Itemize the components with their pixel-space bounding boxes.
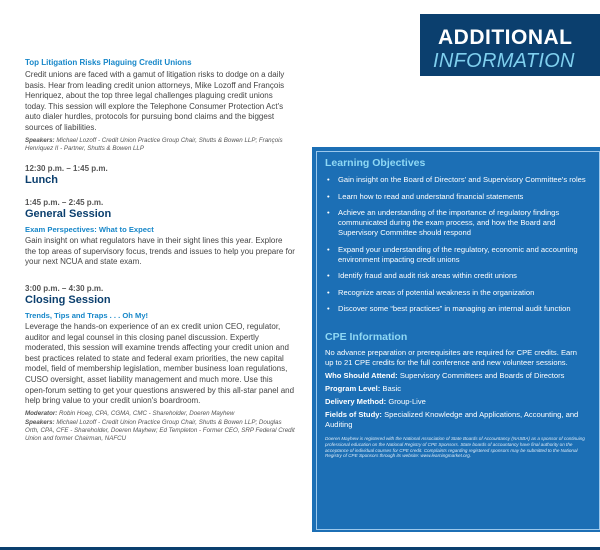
bullet-icon: • — [327, 244, 330, 254]
lunch-section — [25, 164, 295, 191]
cpe-title: CPE Information — [325, 331, 408, 343]
general-title: General Session — [25, 208, 112, 220]
litigation-body: Credit unions are faced with a gamut of litigation risks to dodge on a daily basis. Hear from leading credit union attorneys, Mike Lozoff and François Henriquez, about the top three legal challenges plaguing credit unions today. This session will explore the Telephone Consumer Protection Act's auto dialer hurdles, protocols for pursuing bond claims and the biggest sources of liabilities. — [25, 70, 285, 132]
speakers-label: Speakers: — [25, 136, 55, 144]
objective-item: • Achieve an understanding of the importance of regulatory findings communicated during the exam process, and how the Board and Supervisory Committee should respond — [327, 208, 560, 237]
objective-item: • Gain insight on the Board of Directors' and Supervisory Committee's roles — [327, 175, 586, 184]
objectives-title: Learning Objectives — [325, 157, 426, 169]
objective-item: • Discover some “best practices” in managing an internal audit function — [327, 304, 571, 313]
closing-section — [25, 284, 295, 443]
closing-title: Closing Session — [25, 294, 111, 306]
closing-subtitle: Trends, Tips and Traps . . . Oh My! — [25, 311, 149, 320]
cpe-fine-print: Doeren Mayhew is registered with the National Association of State Boards of Accountancy (NASBA) as a sponsor of continuing professional education on the National Registry of CPE Sponsors. State boards of accountancy have final authority on the acceptance of individual courses for CPE credit. Complaints regarding registered sponsors may be submitted to the National Registry of CPE Sponsors through its website: www.learningmarket.org. — [325, 436, 585, 459]
closing-moderator — [25, 410, 295, 418]
litigation-section — [25, 58, 295, 153]
general-subtitle: Exam Perspectives: What to Expect — [25, 225, 154, 234]
closing-speakers — [25, 419, 295, 443]
objectives-list — [325, 175, 587, 314]
header-title-line2: INFORMATION — [433, 50, 575, 72]
objective-item: • Expand your understanding of the regulatory, economic and accounting environment impacting credit unions — [327, 244, 578, 264]
general-body: Gain insight on what regulators have in their sight lines this year. Explore the top areas of supervisory focus, trends and issues to help you prepare for your next NCUA and state exam. — [25, 236, 295, 267]
moderator-text: Robin Hoeg, CPA, CGMA, CMC - Shareholder, Doeren Mayhew — [59, 409, 235, 417]
objective-item: • Learn how to read and understand financial statements — [327, 191, 524, 201]
litigation-speakers — [25, 137, 295, 153]
lunch-time: 12:30 p.m. – 1:45 p.m. — [25, 164, 108, 173]
cpe-intro: No advance preparation or prerequisites are required for CPE credits. Earn up to 21 CPE credits for the full conference and new volunteer sessions. — [325, 348, 577, 367]
bullet-icon: • — [327, 175, 330, 184]
moderator-label: Moderator: — [25, 409, 58, 417]
speakers-text: Michael Lozoff - Credit Union Practice Group Chair, Shutts & Bowen LLP; Douglas Orth, CPA, CFE - Shareholder, Doeren Mayhew; Ed Templeton - Former CEO, SRP Federal Credit Union and former Chairman, NAFCU — [25, 418, 295, 442]
general-section — [25, 198, 295, 268]
cpe-method: Delivery Method: Group-Live — [325, 397, 426, 406]
bullet-icon: • — [327, 271, 330, 280]
bullet-icon: • — [327, 304, 330, 313]
bullet-icon: • — [327, 287, 330, 297]
bullet-icon: • — [327, 208, 330, 217]
litigation-title: Top Litigation Risks Plaguing Credit Unions — [25, 58, 192, 67]
learning-objectives — [325, 157, 587, 321]
closing-time: 3:00 p.m. – 4:30 p.m. — [25, 284, 104, 293]
speakers-text: Michael Lozoff - Credit Union Practice Group Chair, Shutts & Bowen LLP; François Henriquez II - Partner, Shutts & Bowen LLP — [25, 136, 283, 152]
general-time: 1:45 p.m. – 2:45 p.m. — [25, 198, 104, 207]
speakers-label: Speakers: — [25, 418, 55, 426]
closing-body: Leverage the hands-on experience of an ex credit union CEO, regulator, auditor and legal counsel in this closing panel discussion. Expertly moderated, this session will examine trends affecting your credit union and best practices related to state and federal exam priorities, the new capital model, field of membership legislation, member business loan regulations, CUSO oversight, asset liability management and much more. Use this open-forum setting to get your questions answered by this all-star panel and help bring value to your credit union's boardroom. — [25, 322, 295, 406]
bullet-icon: • — [327, 191, 330, 201]
cpe-who: Who Should Attend: Supervisory Committees and Boards of Directors — [325, 371, 565, 380]
objective-item: • Identify fraud and audit risk areas within credit unions — [327, 271, 517, 280]
header-title-line1: ADDITIONAL — [438, 26, 573, 49]
cpe-information — [325, 331, 587, 459]
lunch-title: Lunch — [25, 174, 58, 186]
cpe-level: Program Level: Basic — [325, 384, 401, 393]
objective-item: • Recognize areas of potential weakness in the organization — [327, 287, 535, 297]
cpe-field: Fields of Study: Specialized Knowledge and Applications, Accounting, and Auditing — [325, 410, 579, 429]
